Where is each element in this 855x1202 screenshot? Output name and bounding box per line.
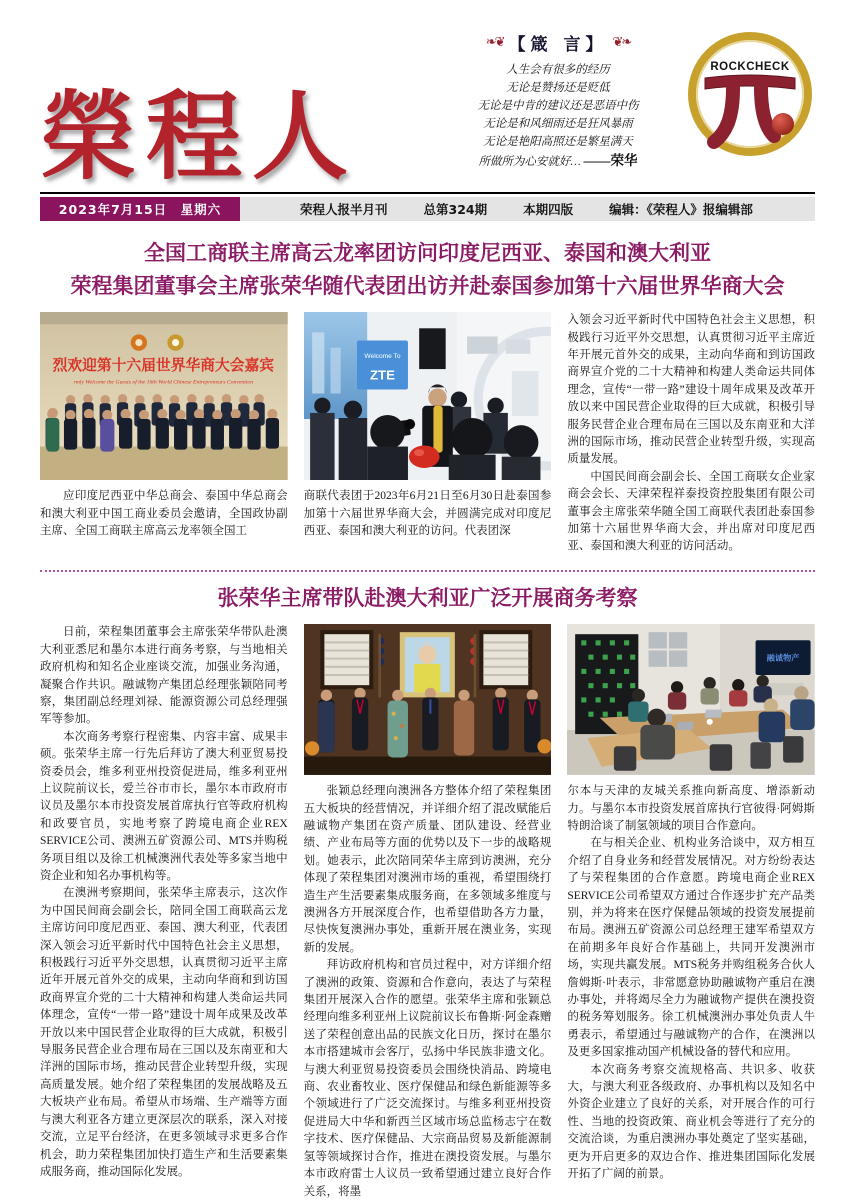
photo2-sign-text: Welcome To — [364, 352, 401, 360]
photo-delegation-portrait — [304, 624, 552, 775]
motto-closing-row — [432, 151, 684, 172]
photo4-screen-text: 融诚物产 — [767, 653, 800, 664]
dateline-info — [240, 197, 815, 221]
section-separator — [40, 570, 815, 572]
motto-signature: ——荣华 — [583, 153, 638, 168]
article2-headline — [40, 582, 815, 615]
article2-col2-paragraph: 拜访政府机构和官员过程中，对方详细介绍了澳洲的政策、资源和合作意向，表达了与荣程集团开展深入合作的愿望。张荣华主席和张颖总经理向维多利亚州上议院前议长布鲁斯·阿金森赠送了荣程创意出品的民族文化日历，探讨在墨尔本市搭建城市会客厅，弘扬中华民族非遗文化。与澳大利亚贸易投资委员会围绕快消品、跨境电商、农业畜牧业、医疗保健品和绿色新能源等多个领域进行了广泛交流探讨。与维多利亚州投资促进局大中华和新西兰区域市场总监杨志宁在数字技术、医疗保健品、大宗商品贸易及新能源制氢等领域探讨合作，推进在澳投资发展。与墨尔本市政府雷士人议员一致希望通过建立良好合作关系，将墨 — [303, 959, 552, 1198]
motto-line: 无论是艳阳高照还是繁星满天 — [483, 136, 633, 148]
article1-col3-paragraph: 入领会习近平新时代中国特色社会主义思想，积极践行习近平外交思想，认真贯彻习近平主席近年开展元首外交的成果，主动向华商和到访国政商界宣介党的二十大精神和构建人类命运共同体理念，宣传“一带一路”建设十周年成果及改革开放以来中国民营企业取得的巨大成就，积极引导服务民营企业合理布局在三国以及东南亚和大洋洲的国际市场，推动民营企业转型升级，实现高质量发展。 — [567, 314, 816, 466]
motto-block — [432, 26, 684, 188]
article2-col1 — [40, 624, 288, 1201]
photo-business-meeting — [567, 624, 815, 775]
zte-interview-photo — [304, 312, 552, 480]
article2-col1-paragraph: 本次商务考察行程密集、内容丰富、成果丰硕。张荣华主席一行先后拜访了澳大利亚贸易投资委员会，维多利亚州投资促进局，维多利亚州上议院前议长，爱兰谷市市长，墨尔本市政府市议员及墨尔本市投资发展首席执行官等政府机构和政要官员，实地考察了跨境电商企业REX SERVICE公司、澳洲五矿资源公司、MTS并购税务项目组以及徐工机械澳洲代表处等多家当地中资企业和知名办事机构等。 — [40, 730, 288, 883]
flourish-left-icon: ❧❦ — [485, 35, 504, 50]
article1-columns — [40, 312, 815, 556]
masthead-title-zone — [40, 26, 432, 194]
photo-convention-group — [40, 312, 288, 480]
article1-headline-line1: 全国工商联主席高云龙率团访问印度尼西亚、泰国和澳大利亚 — [144, 241, 711, 265]
motto-line: 人生会有很多的经历 — [506, 64, 610, 76]
photo1-banner-en: rmly Welcome the Guests of the 16th World Chinese Entrepreneurs Convention — [73, 379, 254, 386]
convention-group-photo — [40, 312, 288, 480]
rockcheck-logo-icon — [685, 28, 815, 158]
photo2-sign-brand: ZTE — [369, 367, 395, 383]
motto-line: 无论是中肯的建议还是恶语中伤 — [477, 100, 639, 112]
article1-col2-paragraph: 商联代表团于2023年6月21日至6月30日赴泰国参加第十六届世界华商大会，并圆满完成对印度尼西亚、泰国和澳大利亚的访问。代表团深 — [303, 490, 552, 538]
article1-headline-line2: 荣程集团董事会主席张荣华随代表团出访并赴泰国参加第十六届世界华商大会 — [70, 273, 785, 298]
article2-columns — [40, 624, 815, 1201]
masthead — [40, 26, 815, 194]
article1-col1 — [40, 312, 288, 556]
article2-col2-paragraph: 张颖总经理向澳洲各方整体介绍了荣程集团五大板块的经营情况，并详细介绍了混改赋能后融诚物产集团在资产质量、团队建设、经营业绩、产业布局等方面的优势以及下一步的战略规划。她表示，此次陪同荣华主席到访澳洲，充分体现了荣程集团对澳洲市场的重视，希望围绕打造生产生活要素集成服务商，在多领域多维度与澳洲各方开展深度合作，也希望借助各方力量，尽快恢复澳洲办事处，重新开展在澳业务，实现新的发展。 — [303, 785, 552, 954]
motto-line: 无论是赞扬还是贬低 — [506, 82, 610, 94]
photo1-banner-cn: 烈欢迎第十六届世界华商大会嘉宾 — [52, 357, 275, 375]
article2-col1-paragraph: 在澳洲考察期间，张荣华主席表示，这次作为中国民间商会副会长，陪同全国工商联高云龙主席访问印度尼西亚、泰国、澳大利亚，代表团深入领会习近平新时代中国特色社会主义思想，积极践行习近平外交思想，认真贯彻习近平主席近年开展元首外交的成果，主动向华商和到访国政商界宣介党的二十大精神和构建人类命运共同体理念，宣传“一带一路”建设十周年成果及改革开放以来中国民营企业取得的巨大成就，积极引导服务民营企业合理布局在三国以及东南亚和大洋洲的国际市场，推动民营企业转型升级，实现高质量发展。她介绍了荣程集团的发展战略及五大板块产业布局。希望从市场端、生产端等方面与澳大利亚各方建立更深层次的联系，深入对接交流，立足平台经济，在更多领域寻求更多合作机会，助力荣程集团加快打造生产和生活要素集成服务商，推动国际化发展。 — [40, 887, 288, 1178]
edition-label: 本期四版 — [523, 202, 574, 217]
article1-headline — [40, 237, 815, 302]
article1-col3-paragraph: 中国民间商会副会长、全国工商联女企业家商会会长、天津荣程祥泰投资控股集团有限公司董事会主席张荣华随全国工商联代表团赴泰国参加第十六届世界华商大会，并出席对印度尼西亚、泰国和澳大利亚的访问活动。 — [567, 470, 816, 553]
article2-col3-paragraph: 本次商务考察交流规格高、共识多、收获大，与澳大利亚各级政府、办事机构以及知名中外资企业建立了良好的关系，对开展合作的可行性、当地的投资政策、商业机会等进行了充分的交流洽谈，为重启澳洲办事处奠定了坚实基础，更为开启更多的双边合作、推进集团国际化发展开拓了广阔的前景。 — [567, 1063, 816, 1181]
article2-col3-paragraph: 尔本与天津的友城关系推向新高度、增添新动力。与墨尔本市投资发展首席执行官彼得·阿姆斯特朗洽谈了制氢领域的项目合作意向。 — [567, 785, 816, 832]
article2-col1-paragraph: 日前，荣程集团董事会主席张荣华带队赴澳大利亚悉尼和墨尔本进行商务考察，与当地相关政府机构和知名企业座谈交流，加强业务沟通，凝聚合作共识。融诚物产集团总经理张颖陪同考察，集团副总经理刘禄、能源资源公司总经理强军等参加。 — [40, 626, 288, 726]
business-meeting-photo — [567, 624, 815, 775]
photo-zte-interview — [304, 312, 552, 480]
rockcheck-logo — [684, 26, 815, 188]
article2-col3-paragraph: 在与相关企业、机构业务洽谈中，双方相互介绍了自身业务和经营发展情况。对方纷纷表达了与荣程集团的合作意愿。跨境电商企业REX SERVICE公司希望双方通过合作逐步扩充产品类别，并为将来在医疗保健品领域的投资发展提前布局。澳洲五矿资源公司总经理王建军希望双方在前期多年良好合作基础上，共同开发澳洲市场，实现共赢发展。MTS税务并购组税务合伙人詹姆斯·叶表示，非常愿意协助融诚物产重启在澳办事处，并将竭尽全力为融诚物产提供在澳投资的税务筹划服务。徐工机械澳洲办事处负责人牛勇表示，希望通过与融诚物产的合作，在澳洲以及更多国家推动国产机械设备的替代和应用。 — [567, 837, 816, 1059]
newspaper-page — [40, 0, 815, 1201]
dateline-bar — [40, 197, 815, 221]
flourish-right-icon: ❦❧ — [612, 35, 631, 50]
article1-col1-paragraph: 应印度尼西亚中华总商会、泰国中华总商会和澳大利亚中国工商业委员会邀请，全国政协副主席、全国工商联主席高云龙率领全国工 — [40, 490, 288, 538]
motto-title: 【箴 言】 — [508, 35, 608, 55]
newspaper-title: 榮程人 — [40, 80, 358, 194]
delegation-portrait-photo — [304, 624, 552, 775]
motto-header — [432, 30, 684, 55]
motto-line: 无论是和风细雨还是狂风暴雨 — [483, 118, 633, 130]
article1-col3 — [567, 312, 815, 556]
editor-label: 编辑：《荣程人》报编辑部 — [609, 202, 753, 217]
rockcheck-text: ROCKCHECK — [710, 61, 790, 73]
motto-closing: 所做所为心安就好… — [478, 156, 581, 168]
article2-headline-text: 张荣华主席带队赴澳大利亚广泛开展商务考察 — [217, 585, 638, 610]
issue-number: 总第324期 — [423, 202, 488, 217]
article2-col2 — [304, 624, 552, 1201]
article2-col3 — [567, 624, 815, 1201]
date-box: 2023年7月15日 星期六 — [40, 197, 240, 221]
publication-name: 荣程人报半月刊 — [300, 202, 388, 217]
article1-col2 — [304, 312, 552, 556]
